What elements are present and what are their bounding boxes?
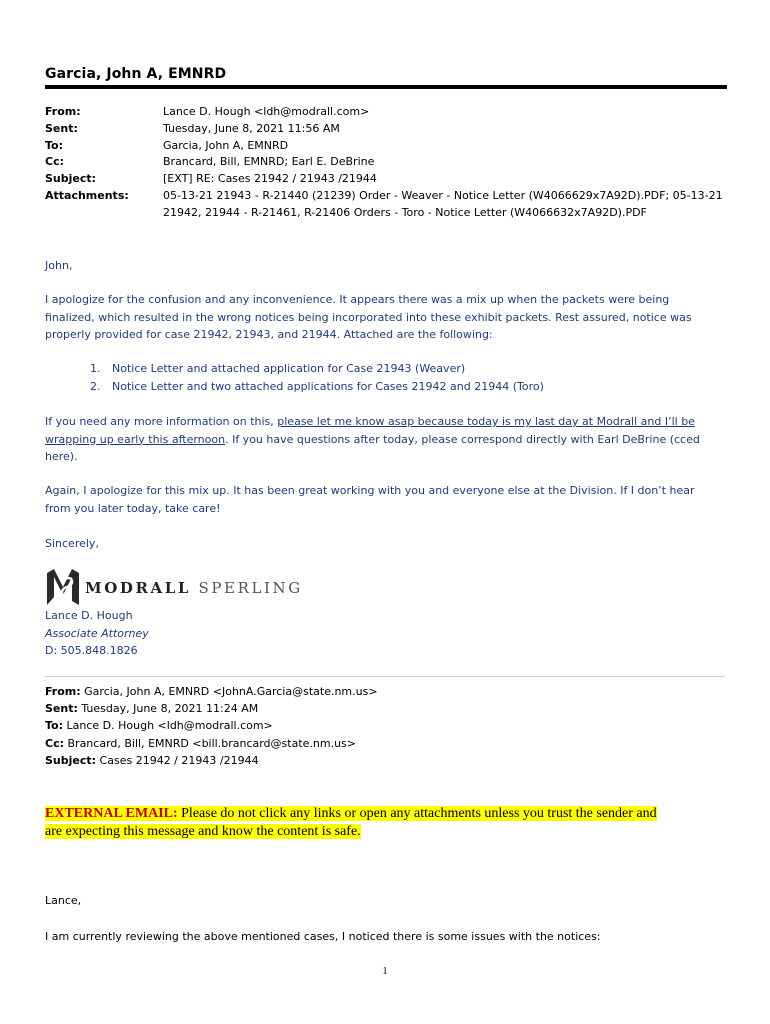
paragraph-3-line-1: Again, I apologize for this mix up. It has been great working with you and everyone else at the Division. If I don’t hear <box>45 484 695 497</box>
signature-name: Lance D. Hough <box>45 609 133 622</box>
mailbox-owner-name: Garcia, John A, EMNRD <box>45 66 227 82</box>
original-greeting: Lance, <box>45 894 82 907</box>
header-to-row <box>45 138 735 155</box>
sent-value: Tuesday, June 8, 2021 11:56 AM <box>163 121 340 135</box>
attachment-line-1[interactable]: 05-13-21 21943 - R-21440 (21239) Order - Weaver - Notice Letter (W4066629x7A92D).PDF; 05-13-21 <box>163 188 723 202</box>
list-number: 2. <box>90 379 101 393</box>
title-rule <box>45 85 727 89</box>
reply-greeting: John, <box>45 259 73 272</box>
quoted-to-row <box>45 717 378 734</box>
company-logo <box>45 567 303 607</box>
list-text: Notice Letter and attached application for Case 21943 (Weaver) <box>112 362 466 375</box>
underlined-text-1: please let me know asap because today is my last day at Modrall and I’ll be <box>277 415 695 428</box>
warning-text-1: Please do not click any links or open any attachments unless you trust the sender and <box>177 806 657 821</box>
reply-paragraph-2 <box>45 413 715 466</box>
original-line-1: I am currently reviewing the above mentioned cases, I noticed there is some issues with the notices: <box>45 930 601 943</box>
paragraph-1-line-1: I apologize for the confusion and any inconvenience. It appears there was a mix up when the packets were being <box>45 293 670 306</box>
list-number: 1. <box>90 362 101 375</box>
warning-line-1 <box>45 806 657 821</box>
quoted-subject-row <box>45 752 378 769</box>
underlined-text-2: wrapping up early this afternoon <box>45 432 226 446</box>
warning-line-2: are expecting this message and know the content is safe. <box>45 824 361 839</box>
quoted-cc-row <box>45 735 378 752</box>
subject-label: Subject: <box>45 172 97 186</box>
reply-paragraph-3 <box>45 482 715 517</box>
paragraph-2-rest: . If you have questions after today, please correspond directly with Earl DeBrine (cced <box>225 432 700 446</box>
attachment-list <box>90 360 544 395</box>
reply-closing: Sincerely, <box>45 537 99 550</box>
quoted-subject-label: Subject: <box>45 753 97 767</box>
quoted-sent-value: Tuesday, June 8, 2021 11:24 AM <box>81 702 259 716</box>
paragraph-1-line-3: properly provided for case 21942, 21943, and 21944. Attached are the following: <box>45 328 493 341</box>
quoted-sent-label: Sent: <box>45 702 78 716</box>
cc-value: Brancard, Bill, EMNRD; Earl E. DeBrine <box>163 155 375 169</box>
sent-label: Sent: <box>45 121 78 135</box>
external-email-warning <box>45 805 725 841</box>
message-divider <box>45 676 725 677</box>
logo-word-2: SPERLING <box>198 579 303 597</box>
paragraph-2-line-3: here). <box>45 450 78 463</box>
header-sent-row <box>45 121 735 138</box>
header-from-row <box>45 104 735 121</box>
header-subject-row <box>45 171 735 188</box>
quoted-to-label: To: <box>45 719 63 733</box>
quoted-from-row <box>45 683 378 700</box>
logo-word-1: MODRALL <box>85 579 192 597</box>
quoted-subject-value: Cases 21942 / 21943 /21944 <box>99 753 259 767</box>
paragraph-2-line-2 <box>45 431 715 449</box>
quoted-to-value: Lance D. Hough <ldh@modrall.com> <box>66 719 273 733</box>
paragraph-1-line-2: finalized, which resulted in the wrong notices being incorporated into these exhibit packets. Rest assured, notice was <box>45 310 692 324</box>
attachments-value <box>163 188 735 222</box>
quoted-message-header <box>45 683 378 769</box>
paragraph-2-line-1 <box>45 413 715 431</box>
subject-value: [EXT] RE: Cases 21942 / 21943 /21944 <box>163 172 377 186</box>
list-item <box>90 378 544 396</box>
quoted-from-label: From: <box>45 685 81 698</box>
cc-label: Cc: <box>45 155 64 169</box>
warning-label: EXTERNAL EMAIL: <box>45 806 178 821</box>
to-value: Garcia, John A, EMNRD <box>163 138 289 152</box>
attachments-label: Attachments: <box>45 188 129 202</box>
page-number: 1 <box>382 966 388 977</box>
to-label: To: <box>45 138 63 152</box>
from-label: From: <box>45 105 81 118</box>
quoted-cc-label: Cc: <box>45 736 64 750</box>
message-header <box>45 104 735 222</box>
paragraph-3-line-2: from you later today, take care! <box>45 501 221 515</box>
list-text: Notice Letter and two attached applications for Cases 21942 and 21944 (Toro) <box>112 379 544 393</box>
header-attachments-row <box>45 188 735 222</box>
signature-title: Associate Attorney <box>45 626 149 640</box>
signature-phone: D: 505.848.1826 <box>45 644 138 657</box>
from-value: Lance D. Hough <ldh@modrall.com> <box>163 105 370 118</box>
monogram-icon <box>45 567 81 607</box>
logo-wordmark <box>85 579 303 597</box>
quoted-sent-row <box>45 700 378 717</box>
quoted-cc-value: Brancard, Bill, EMNRD <bill.brancard@state.nm.us> <box>67 736 357 750</box>
attachment-line-2[interactable]: 21942, 21944 - R-21461, R-21406 Orders - Toro - Notice Letter (W4066632x7A92D).PDF <box>163 205 647 219</box>
quoted-from-value: Garcia, John A, EMNRD <JohnA.Garcia@state.nm.us> <box>84 685 378 698</box>
paragraph-2-start: If you need any more information on this, <box>45 415 278 428</box>
signature-block <box>45 607 149 660</box>
reply-paragraph-1 <box>45 291 715 344</box>
list-item <box>90 360 544 378</box>
header-cc-row <box>45 154 735 171</box>
